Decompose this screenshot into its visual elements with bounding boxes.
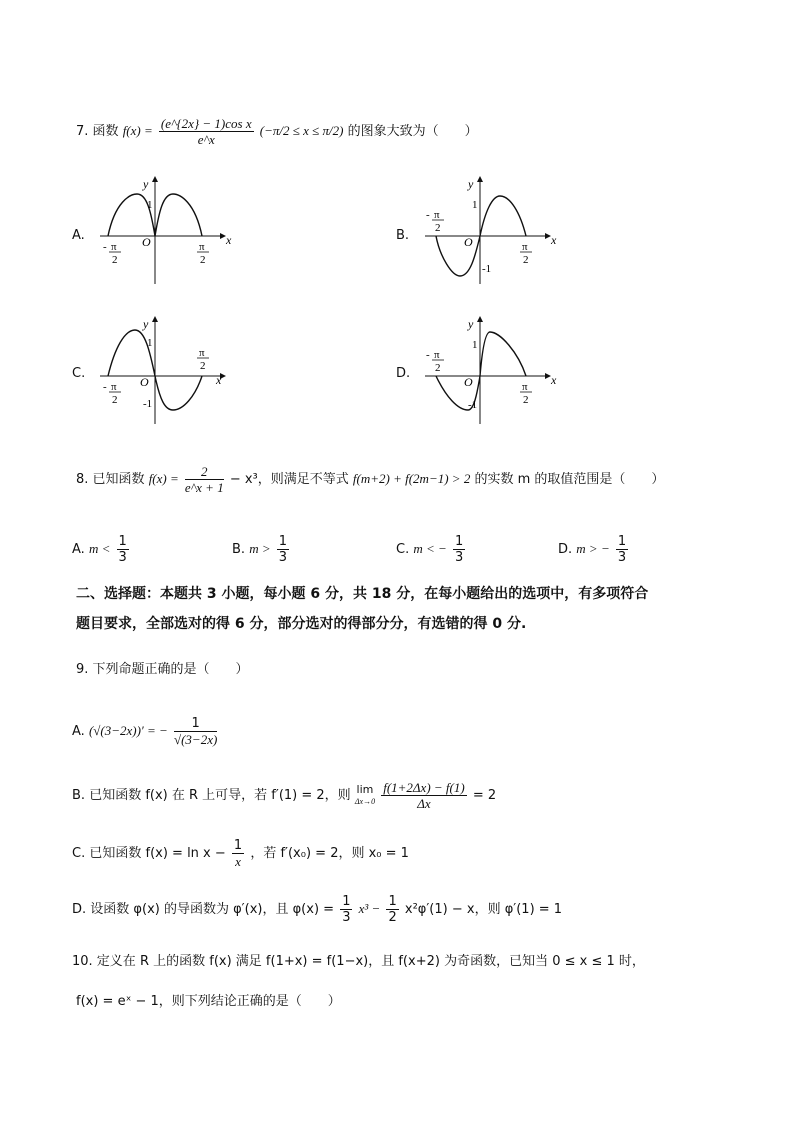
- tick-neg-one: -1: [482, 263, 492, 275]
- q9-d-text1: 设函数 φ(x) 的导函数为 φ′(x)，且 φ(x) =: [90, 902, 335, 917]
- fraction-num: 1: [233, 838, 243, 853]
- y-label: y: [468, 317, 474, 331]
- limit-word: lim: [356, 782, 374, 796]
- tick-pi: π: [199, 347, 205, 359]
- q9-c-text2: ，若 f′(x₀) = 2，则 x₀ = 1: [250, 846, 409, 861]
- tick-pi: π: [199, 241, 205, 253]
- tick-neg-two: 2: [112, 394, 118, 406]
- tick-one: 1: [147, 199, 153, 211]
- option-fraction: [277, 534, 289, 565]
- q9-d-mid: x³ −: [358, 901, 381, 916]
- fraction-den: 3: [118, 550, 127, 565]
- origin-label: O: [464, 375, 473, 389]
- q7-option-a-label[interactable]: A.: [72, 228, 85, 243]
- option-label: C.: [396, 542, 410, 557]
- q7-domain: (−π/2 ≤ x ≤ π/2): [259, 123, 344, 138]
- q7-graph-a[interactable]: [95, 172, 235, 290]
- q9-stem: 9. 下列命题正确的是（ ）: [76, 662, 249, 677]
- q8-inequality: f(m+2) + f(2m−1) > 2: [352, 471, 471, 486]
- q8-option-c[interactable]: [396, 534, 467, 565]
- q7-option-c-label[interactable]: C.: [72, 366, 86, 381]
- fraction-den: 2: [388, 910, 397, 925]
- fraction-num: 1: [388, 894, 397, 909]
- q9-option-b[interactable]: [72, 780, 496, 811]
- tick-neg-two: 2: [435, 362, 441, 374]
- fraction-den: 3: [342, 910, 351, 925]
- tick-two: 2: [200, 360, 206, 372]
- fraction-num: 1: [454, 534, 464, 549]
- option-relation: m < −: [413, 541, 447, 556]
- fraction-num: 1: [342, 894, 351, 909]
- q7-option-d-label[interactable]: D.: [396, 366, 411, 381]
- option-label: A.: [72, 724, 85, 739]
- q7-denominator: e^x: [197, 132, 215, 147]
- neg-sign: -: [426, 209, 430, 221]
- option-fraction: [616, 534, 628, 565]
- neg-sign: -: [103, 241, 107, 253]
- option-label: A.: [72, 542, 85, 557]
- origin-label: O: [464, 235, 473, 249]
- q9-d-fraction1: [340, 894, 352, 925]
- q8-stem: [76, 464, 664, 495]
- fraction-den: 3: [617, 550, 627, 565]
- q8-numerator: 2: [185, 464, 224, 480]
- q9-d-fraction2: [386, 894, 398, 925]
- q9-b-rhs: = 2: [472, 788, 497, 803]
- option-relation: m > −: [576, 541, 610, 556]
- q7-graph-d[interactable]: [420, 312, 560, 430]
- q10-line1: 10. 定义在 R 上的函数 f(x) 满足 f(1+x) = f(1−x)，且 f(x+2) 为奇函数，已知当 0 ≤ x ≤ 1 时，: [72, 954, 645, 969]
- x-label: x: [551, 373, 557, 387]
- q7-fraction: [159, 116, 254, 147]
- option-fraction: [117, 534, 129, 565]
- fraction-num: 1: [174, 716, 217, 732]
- q7-graph-b[interactable]: [420, 172, 560, 290]
- q8-option-b[interactable]: [232, 534, 291, 565]
- option-label: C.: [72, 846, 86, 861]
- tick-neg-pi: π: [434, 349, 440, 361]
- tick-two: 2: [200, 254, 206, 266]
- q8-prefix: 8. 已知函数: [76, 472, 145, 487]
- limit-sub: Δx→0: [354, 796, 376, 806]
- fraction-den: √(3−2x): [173, 732, 218, 747]
- tick-neg-pi: π: [434, 209, 440, 221]
- q9-c-text1: 已知函数 f(x) = ln x −: [89, 846, 226, 861]
- origin-label: O: [140, 375, 149, 389]
- neg-sign: -: [103, 381, 107, 393]
- fraction-den: 3: [278, 550, 288, 565]
- tick-pi: π: [522, 381, 528, 393]
- x-label: x: [216, 373, 222, 387]
- q9-d-text2: x²φ′(1) − x，则 φ′(1) = 1: [404, 902, 563, 917]
- q10-line2: f(x) = eˣ − 1，则下列结论正确的是（ ）: [76, 994, 341, 1009]
- neg-sign: -: [426, 349, 430, 361]
- q9-option-c[interactable]: [72, 838, 409, 869]
- q7-option-b-label[interactable]: B.: [396, 228, 410, 243]
- q8-option-a[interactable]: [72, 534, 131, 565]
- fraction-num: 1: [118, 534, 127, 549]
- q8-denominator: e^x + 1: [184, 480, 224, 495]
- tick-neg-one: -1: [143, 398, 153, 410]
- q9-c-fraction: [232, 838, 244, 869]
- fraction-num: 1: [278, 534, 288, 549]
- q9-b-text: 已知函数 f(x) 在 R 上可导，若 f′(1) = 2，则: [89, 788, 351, 803]
- q7-func: f(x) =: [122, 123, 153, 138]
- q9-a-lhs: (√(3−2x))′ = −: [88, 723, 168, 738]
- tick-neg-two: 2: [435, 222, 441, 234]
- y-label: y: [468, 177, 474, 191]
- q9-option-a[interactable]: [72, 716, 219, 747]
- option-relation: m >: [249, 541, 271, 556]
- fraction-den: 3: [454, 550, 464, 565]
- x-label: x: [226, 233, 232, 247]
- origin-label: O: [142, 235, 151, 249]
- option-relation: m <: [88, 541, 111, 556]
- q9-b-fraction: [381, 780, 467, 811]
- fraction-num: 1: [617, 534, 627, 549]
- section2-line2: 题目要求，全部选对的得 6 分，部分选对的得部分分，有选错的得 0 分.: [76, 616, 527, 632]
- q9-option-d[interactable]: [72, 894, 562, 925]
- x-label: x: [551, 233, 557, 247]
- tick-neg-one: -1: [468, 399, 478, 411]
- q8-func: f(x) =: [148, 471, 179, 486]
- q9-b-limit: [355, 784, 375, 808]
- q7-suffix: 的图象大致为（ ）: [347, 124, 478, 139]
- tick-pi: π: [522, 241, 528, 253]
- option-label: B.: [232, 542, 246, 557]
- fraction-num: f(1+2Δx) − f(1): [383, 780, 465, 795]
- q8-fraction: [185, 464, 224, 495]
- q7-stem: [76, 116, 478, 147]
- y-label: y: [143, 177, 149, 191]
- q7-numerator: (e^{2x} − 1)cos x: [160, 116, 252, 131]
- q8-tail: − x³，则满足不等式: [229, 472, 349, 487]
- tick-neg-two: 2: [112, 254, 118, 266]
- q9-a-fraction: [174, 716, 217, 747]
- q7-graph-c[interactable]: [95, 312, 235, 430]
- q8-suffix: 的实数 m 的取值范围是（ ）: [474, 472, 665, 487]
- option-label: D.: [558, 542, 573, 557]
- option-label: D.: [72, 902, 87, 917]
- tick-one: 1: [472, 339, 478, 351]
- fraction-den: Δx: [417, 796, 431, 811]
- tick-one: 1: [472, 199, 478, 211]
- q8-option-d[interactable]: [558, 534, 630, 565]
- tick-two: 2: [523, 254, 529, 266]
- tick-neg-pi: π: [111, 381, 117, 393]
- y-label: y: [143, 317, 149, 331]
- tick-two: 2: [523, 394, 529, 406]
- tick-neg-pi: π: [111, 241, 117, 253]
- tick-one: 1: [147, 337, 153, 349]
- option-fraction: [453, 534, 465, 565]
- q7-prefix: 7. 函数: [76, 124, 119, 139]
- option-label: B.: [72, 788, 86, 803]
- fraction-den: x: [235, 854, 241, 869]
- section2-line1: 二、选择题：本题共 3 小题，每小题 6 分，共 18 分，在每小题给出的选项中，有多项符合: [76, 586, 649, 602]
